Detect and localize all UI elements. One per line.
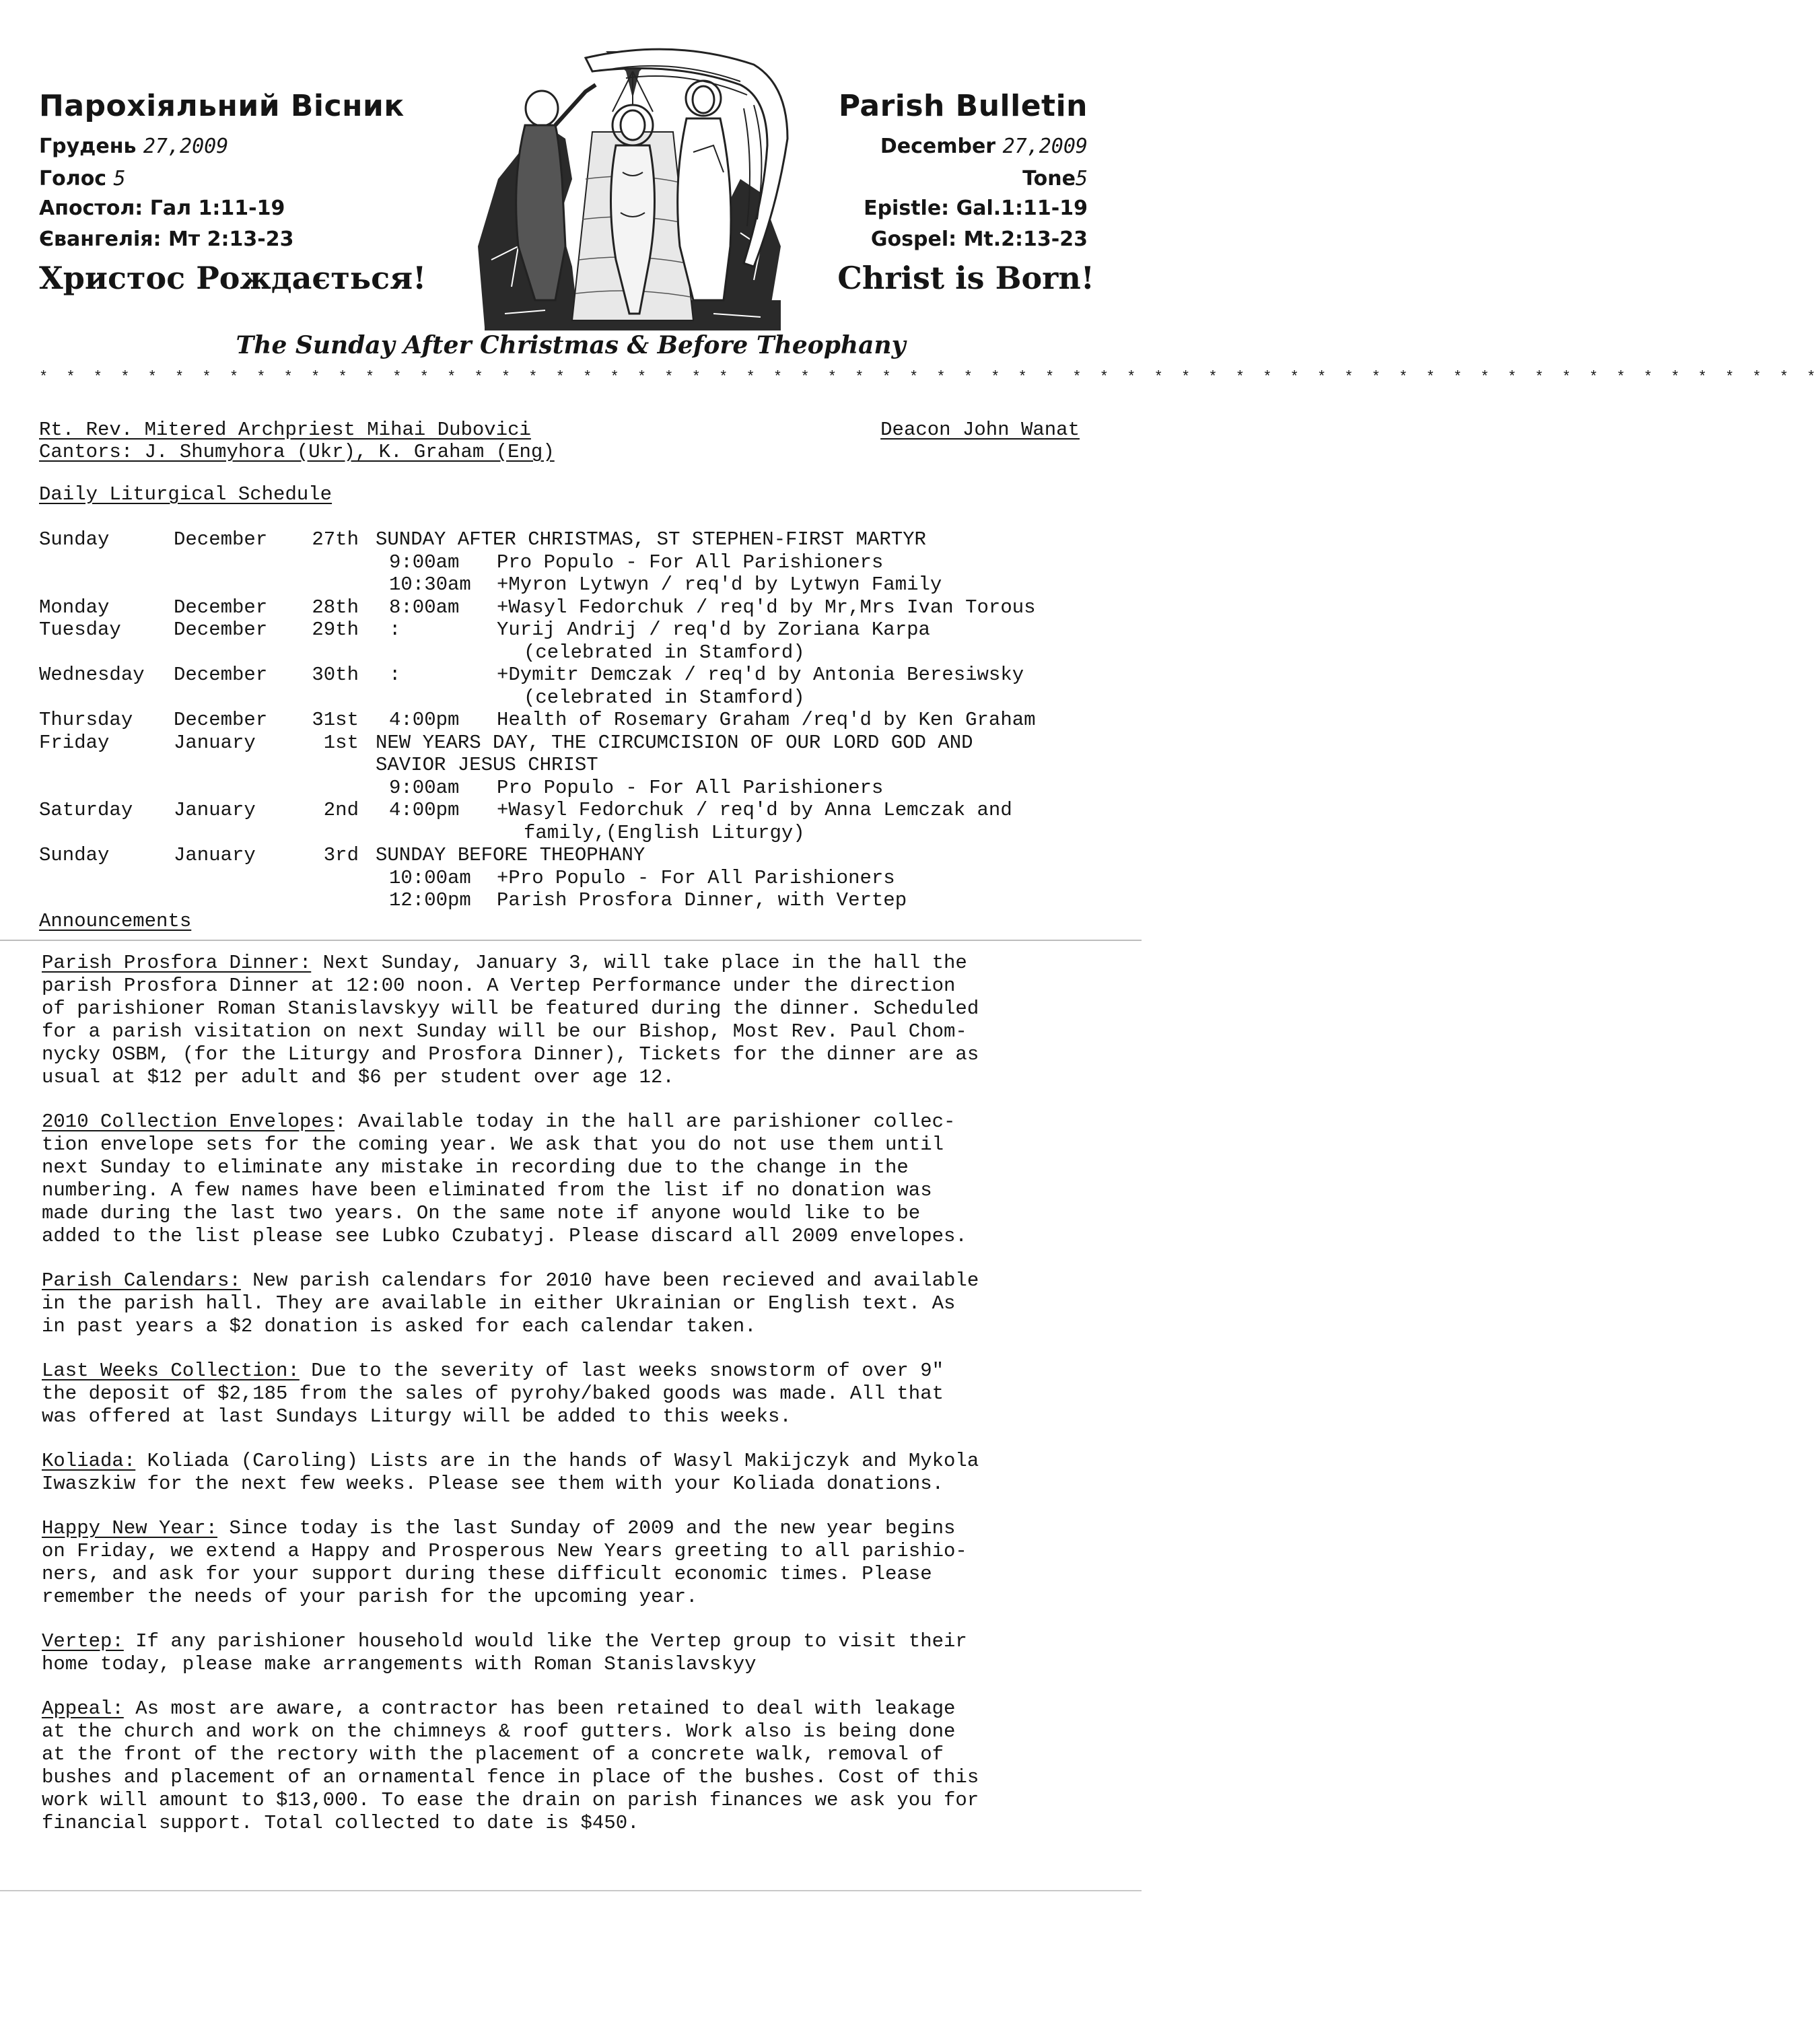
schedule-feast: SUNDAY BEFORE THEOPHANY [376, 844, 645, 866]
schedule-date: 3rd [323, 844, 359, 866]
cantors: Cantors: J. Shumyhora (Ukr), K. Graham (Eng) [39, 441, 555, 463]
schedule-note: (celebrated in Stamford) [524, 641, 805, 664]
announcement-line [42, 1156, 1112, 1179]
announcement-line [42, 1133, 1112, 1156]
announcement-line [42, 952, 1112, 975]
schedule-time: 9:00am [389, 551, 460, 573]
schedule-time: 12:00pm [389, 889, 471, 911]
tone-uk-value: 5 [113, 167, 126, 190]
announcement-line [42, 1066, 1112, 1089]
schedule-intention: Pro Populo - For All Parishioners [497, 776, 884, 799]
schedule-intention: Health of Rosemary Graham /req'd by Ken Graham [497, 709, 1036, 731]
tone-ukrainian [39, 167, 126, 190]
schedule-time: 8:00am [389, 596, 460, 619]
announcement-text: Next Sunday, January 3, will take place in the hall the [311, 952, 967, 974]
schedule-time: : [389, 619, 401, 641]
schedule-date: 2nd [323, 799, 359, 821]
schedule-time: 10:00am [389, 866, 471, 889]
announcement-item [42, 952, 1112, 1089]
announcement-line [42, 1179, 1112, 1202]
epistle-en-value: Gal.1:11-19 [956, 197, 1088, 220]
announcement-text: If any parishioner household would like the Vertep group to visit their [123, 1630, 967, 1652]
schedule-time: 9:00am [389, 776, 460, 799]
date-en-label: December [880, 135, 996, 158]
announcement-line [42, 1540, 1112, 1563]
announcement-line [42, 1269, 1112, 1292]
announcement-line [42, 1812, 1112, 1835]
epistle-english [864, 197, 1088, 220]
announcement-line [42, 1473, 1112, 1496]
announcement-text: : Available today in the hall are parishioner collec- [335, 1111, 956, 1133]
announcements-list [42, 952, 1112, 1856]
announcement-text: at the church and work on the chimneys & roof gutters. Work also is being done [42, 1720, 956, 1743]
announcements-heading: Announcements [39, 910, 192, 932]
date-uk-label: Грудень [39, 135, 137, 158]
announcement-line [42, 1450, 1112, 1473]
title-english: Parish Bulletin [838, 89, 1088, 123]
schedule-row [39, 777, 1116, 800]
announcement-item [42, 1517, 1112, 1609]
schedule-intention: Yurij Andrij / req'd by Zoriana Karpa [497, 619, 930, 641]
schedule-month: December [174, 528, 268, 551]
announcement-text: of parishioner Roman Stanislavskyy will be featured during the dinner. Scheduled [42, 998, 979, 1020]
announcement-text: on Friday, we extend a Happy and Prosperous New Years greeting to all parishio- [42, 1540, 967, 1562]
announcement-text: Iwaszkiw for the next few weeks. Please see them with your Koliada donations. [42, 1473, 944, 1495]
announcement-item [42, 1450, 1112, 1496]
announcement-text: ners, and ask for your support during these difficult economic times. Please [42, 1563, 932, 1585]
date-ukrainian [39, 135, 228, 158]
announcement-text: Koliada (Caroling) Lists are in the hands of Wasyl Makijczyk and Mykola [135, 1450, 979, 1472]
announcement-text: nycky OSBM, (for the Liturgy and Prosfora Dinner), Tickets for the dinner are as [42, 1043, 979, 1065]
schedule-row [39, 641, 1116, 664]
schedule-time: 4:00pm [389, 799, 460, 821]
epistle-ukrainian: Апостол: Гал 1:11-19 [39, 197, 285, 220]
announcement-text: usual at $12 per adult and $6 per student over age 12. [42, 1066, 674, 1088]
announcement-title: 2010 Collection Envelopes [42, 1111, 335, 1133]
announcement-line [42, 1292, 1112, 1315]
announcement-title: Parish Calendars: [42, 1269, 241, 1292]
announcement-text: New parish calendars for 2010 have been recieved and available [240, 1269, 979, 1292]
schedule-intention: +Wasyl Fedorchuk / req'd by Mr,Mrs Ivan Torous [497, 596, 1036, 619]
announcement-text: next Sunday to eliminate any mistake in recording due to the change in the [42, 1156, 909, 1179]
schedule-day: Wednesday [39, 664, 145, 686]
schedule-day: Friday [39, 731, 110, 754]
announcement-line [42, 1225, 1112, 1248]
schedule-feast: SAVIOR JESUS CHRIST [376, 754, 598, 776]
epistle-en-label: Epistle: [864, 197, 950, 220]
deacon-name: Deacon John Wanat [880, 419, 1080, 441]
announcement-text: the deposit of $2,185 from the sales of pyrohy/baked goods was made. All that [42, 1382, 944, 1405]
gospel-en-label: Gospel: [870, 228, 957, 251]
schedule-row [39, 754, 1116, 777]
schedule-row [39, 528, 1116, 551]
announcement-text: tion envelope sets for the coming year. We ask that you do not use them until [42, 1133, 944, 1156]
announcement-line [42, 1360, 1112, 1382]
page-bottom-rule [0, 1890, 1142, 1891]
schedule-row [39, 709, 1116, 732]
announcement-text: home today, please make arrangements with Roman Stanislavskyy [42, 1653, 757, 1675]
schedule-date: 30th [312, 664, 359, 686]
gospel-english [871, 228, 1088, 251]
announcement-text: parish Prosfora Dinner at 12:00 noon. A Vertep Performance under the direction [42, 975, 956, 997]
schedule-date: 27th [312, 528, 359, 551]
schedule-day: Sunday [39, 844, 110, 866]
schedule-row [39, 844, 1116, 867]
announcement-text: added to the list please see Lubko Czubatyj. Please discard all 2009 envelopes. [42, 1225, 967, 1247]
schedule-heading: Daily Liturgical Schedule [39, 483, 332, 505]
schedule-day: Monday [39, 596, 110, 619]
announcement-title: Koliada: [42, 1450, 136, 1472]
date-uk-value: 27,2009 [143, 135, 229, 158]
announcement-line [42, 1517, 1112, 1540]
tone-english [1022, 167, 1088, 190]
announcement-line [42, 1720, 1112, 1743]
schedule-row [39, 664, 1116, 687]
announcement-text: Due to the severity of last weeks snowstorm of over 9" [299, 1360, 944, 1382]
gospel-en-value: Mt.2:13-23 [963, 228, 1088, 251]
announcement-item [42, 1269, 1112, 1338]
announcement-line [42, 975, 1112, 998]
schedule-day: Thursday [39, 709, 133, 731]
announcement-title: Last Weeks Collection: [42, 1360, 300, 1382]
schedule-intention: +Myron Lytwyn / req'd by Lytwyn Family [497, 573, 942, 596]
greeting-english: Christ is Born! [837, 260, 1094, 296]
announcement-text: bushes and placement of an ornamental fence in place of the bushes. Cost of this [42, 1766, 979, 1788]
schedule-row [39, 551, 1116, 574]
sunday-title: The Sunday After Christmas & Before Theophany [236, 331, 906, 359]
tone-en-value: 5 [1075, 167, 1088, 190]
announcement-line [42, 1743, 1112, 1766]
schedule-intention: Pro Populo - For All Parishioners [497, 551, 884, 573]
announcement-text: Since today is the last Sunday of 2009 and the new year begins [217, 1517, 956, 1539]
schedule-month: December [174, 596, 268, 619]
announcement-title: Vertep: [42, 1630, 124, 1652]
announcement-line [42, 1766, 1112, 1789]
announcement-item [42, 1630, 1112, 1676]
schedule-date: 1st [323, 731, 359, 754]
schedule-date: 31st [312, 709, 359, 731]
announcement-text: numbering. A few names have been eliminated from the list if no donation was [42, 1179, 932, 1201]
announcement-line [42, 1043, 1112, 1066]
announcement-text: in past years a $2 donation is asked for each calendar taken. [42, 1315, 757, 1337]
announcement-item [42, 1360, 1112, 1428]
schedule-note: (celebrated in Stamford) [524, 686, 805, 709]
announcement-title: Appeal: [42, 1698, 124, 1720]
announcement-text: made during the last two years. On the same note if anyone would like to be [42, 1202, 921, 1224]
schedule-intention: +Pro Populo - For All Parishioners [497, 866, 895, 889]
announcement-line [42, 1020, 1112, 1043]
theophany-icon-illustration [471, 44, 794, 341]
schedule-note: family,(English Liturgy) [524, 821, 805, 844]
schedule-day: Sunday [39, 528, 110, 551]
priest-name: Rt. Rev. Mitered Archpriest Mihai Dubovici [39, 419, 531, 441]
announcement-text: was offered at last Sundays Liturgy will be added to this weeks. [42, 1405, 792, 1428]
announcement-line [42, 998, 1112, 1020]
schedule-month: December [174, 619, 268, 641]
schedule-time: : [389, 664, 401, 686]
date-en-value: 27,2009 [1002, 135, 1088, 158]
schedule-month: December [174, 664, 268, 686]
schedule-intention: +Dymitr Demczak / req'd by Antonia Beresiwsky [497, 664, 1024, 686]
schedule-month: January [174, 844, 256, 866]
schedule-day: Tuesday [39, 619, 121, 641]
announcement-line [42, 1586, 1112, 1609]
announcement-line [42, 1563, 1112, 1586]
schedule-feast: NEW YEARS DAY, THE CIRCUMCISION OF OUR LORD GOD AND [376, 731, 973, 754]
announcement-line [42, 1111, 1112, 1133]
schedule-row [39, 687, 1116, 709]
announcement-line [42, 1315, 1112, 1338]
announcement-item [42, 1698, 1112, 1835]
schedule-time: 4:00pm [389, 709, 460, 731]
announcement-text: for a parish visitation on next Sunday will be our Bishop, Most Rev. Paul Chom- [42, 1020, 967, 1043]
schedule-month: January [174, 731, 256, 754]
announcement-line [42, 1202, 1112, 1225]
schedule-month: December [174, 709, 268, 731]
schedule-feast: SUNDAY AFTER CHRISTMAS, ST STEPHEN-FIRST MARTYR [376, 528, 926, 551]
announcement-text: work will amount to $13,000. To ease the drain on parish finances we ask you for [42, 1789, 979, 1811]
tone-uk-label: Голос [39, 167, 107, 190]
schedule-date: 28th [312, 596, 359, 619]
schedule-row [39, 799, 1116, 822]
star-divider: * * * * * * * * * * * * * * * * * * * * * * * * * * * * * * * * * * * * * * * * * * * * * * * * * * * * * * * * * * * * * * * * * * [39, 369, 1820, 386]
announcement-line [42, 1653, 1112, 1676]
schedule-intention: Parish Prosfora Dinner, with Vertep [497, 889, 907, 911]
announcement-text: As most are aware, a contractor has been retained to deal with leakage [123, 1698, 956, 1720]
gospel-ukrainian: Євангелія: Мт 2:13-23 [39, 228, 294, 251]
schedule-row [39, 573, 1116, 596]
schedule-day: Saturday [39, 799, 133, 821]
announcement-line [42, 1382, 1112, 1405]
announcement-title: Happy New Year: [42, 1517, 218, 1539]
announcement-line [42, 1698, 1112, 1720]
schedule-row [39, 732, 1116, 755]
announcement-line [42, 1630, 1112, 1653]
announcement-item [42, 1111, 1112, 1248]
title-ukrainian: Парохіяльний Вісник [39, 89, 405, 123]
date-english [880, 135, 1088, 158]
announcement-text: financial support. Total collected to date is $450. [42, 1812, 639, 1834]
schedule-intention: +Wasyl Fedorchuk / req'd by Anna Lemczak and [497, 799, 1012, 821]
schedule-time: 10:30am [389, 573, 471, 596]
tone-en-label: Tone [1022, 167, 1076, 190]
schedule-date: 29th [312, 619, 359, 641]
schedule-row [39, 889, 1116, 912]
announcement-text: in the parish hall. They are available in either Ukrainian or English text. As [42, 1292, 956, 1315]
schedule-row [39, 619, 1116, 641]
schedule-month: January [174, 799, 256, 821]
announcement-text: at the front of the rectory with the placement of a concrete walk, removal of [42, 1743, 944, 1765]
liturgical-schedule [39, 528, 1116, 912]
schedule-row [39, 596, 1116, 619]
section-divider [0, 940, 1142, 941]
announcement-text: remember the needs of your parish for the upcoming year. [42, 1586, 698, 1608]
announcement-title: Parish Prosfora Dinner: [42, 952, 312, 974]
schedule-row [39, 822, 1116, 845]
announcement-line [42, 1405, 1112, 1428]
announcement-line [42, 1789, 1112, 1812]
greeting-ukrainian: Христос Рождається! [39, 260, 427, 296]
schedule-row [39, 867, 1116, 890]
